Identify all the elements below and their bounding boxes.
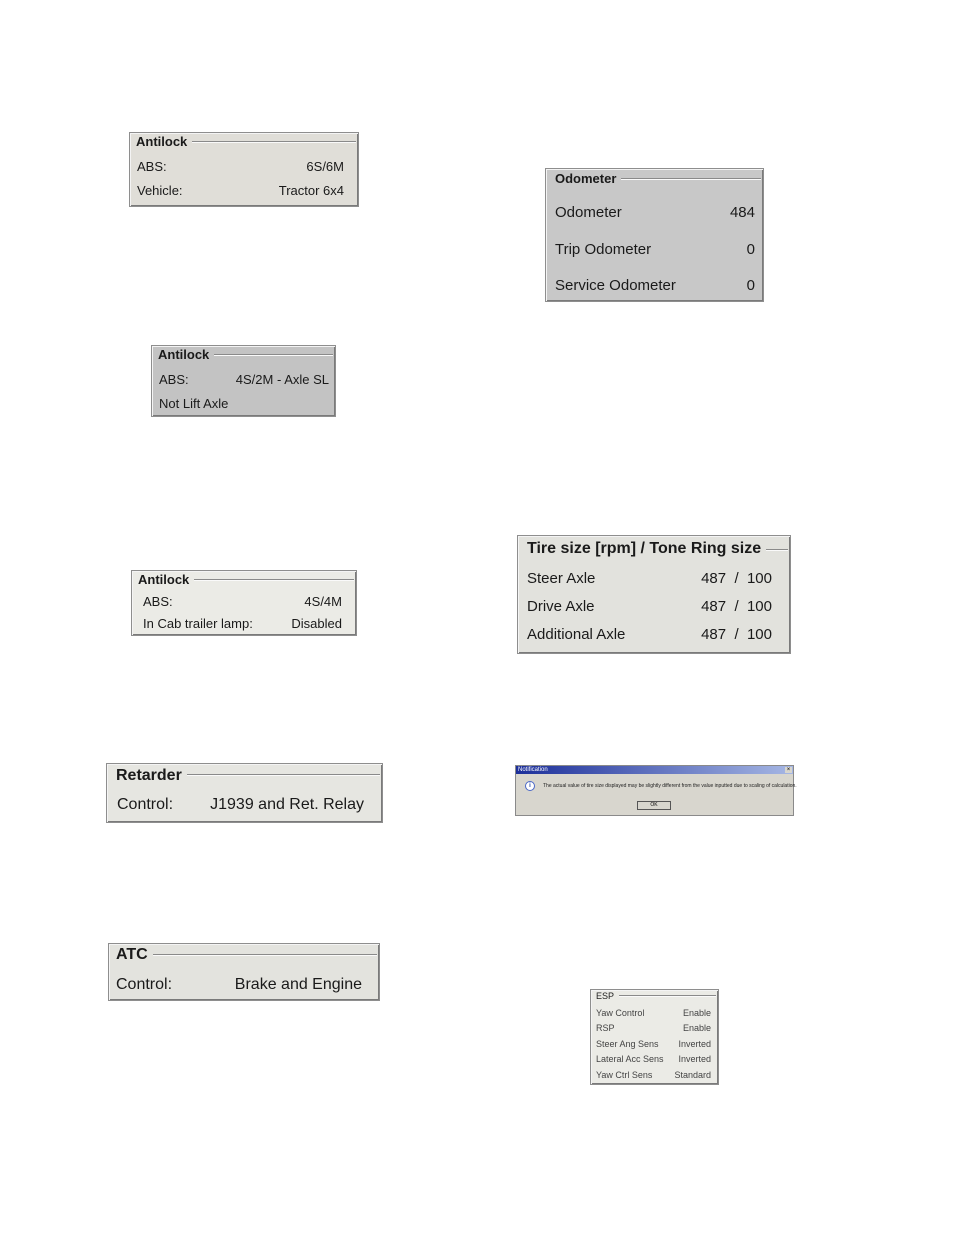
odometer-label: Odometer (555, 204, 622, 221)
abs-label: ABS: (137, 159, 167, 174)
abs-value: 6S/6M (306, 159, 344, 174)
panel-title: Antilock (158, 347, 210, 362)
control-value: Brake and Engine (234, 976, 362, 993)
title-divider (192, 141, 356, 143)
panel-title: Odometer (555, 171, 617, 186)
title-divider (153, 954, 377, 956)
title-divider (187, 774, 380, 776)
vehicle-value: Tractor 6x4 (278, 183, 344, 198)
title-divider (766, 549, 788, 551)
yaw-ctrl-sens-label: Yaw Ctrl Sens (596, 1070, 653, 1080)
dialog-titlebar (516, 766, 793, 774)
abs-label: ABS: (159, 372, 189, 387)
control-label: Control: (117, 796, 174, 813)
panel-title: ATC (116, 946, 148, 963)
control-label: Control: (116, 976, 173, 993)
esp-panel (590, 989, 719, 1085)
antilock-panel (131, 570, 357, 636)
lift-axle-label: Not Lift Axle (159, 396, 229, 411)
panel-title: Antilock (138, 572, 190, 587)
lateral-acc-sens-label: Lateral Acc Sens (596, 1054, 664, 1064)
panel-title: ESP (596, 991, 615, 1001)
trip-odometer-value: 0 (746, 241, 755, 258)
title-divider (619, 995, 716, 997)
antilock-panel (151, 345, 336, 417)
steer-ang-sens-value: Inverted (678, 1039, 711, 1049)
rsp-value: Enable (682, 1023, 711, 1033)
panel-title: Tire size [rpm] / Tone Ring size (527, 540, 762, 557)
abs-value: 4S/4M (304, 594, 342, 609)
abs-value: 4S/2M - Axle SL (235, 372, 329, 387)
abs-label: ABS: (143, 594, 173, 609)
notification-dialog (515, 765, 797, 816)
ok-button[interactable]: OK (637, 801, 671, 810)
yaw-ctrl-sens-value: Standard (674, 1070, 711, 1080)
vehicle-label: Vehicle: (137, 183, 183, 198)
steer-axle-label: Steer Axle (527, 570, 596, 587)
odometer-panel (545, 168, 764, 302)
panel-title: Antilock (136, 134, 188, 149)
control-value: J1939 and Ret. Relay (210, 796, 364, 813)
dialog-title: Notification (518, 767, 548, 773)
steer-ang-sens-label: Steer Ang Sens (596, 1039, 659, 1049)
service-odometer-label: Service Odometer (555, 277, 676, 294)
close-icon[interactable]: × (786, 767, 791, 773)
title-divider (194, 579, 354, 581)
dialog-message: The actual value of tire size displayed may be slightly different from the value inputted due to scaling of calculation. (543, 783, 797, 789)
info-icon: i (525, 781, 535, 791)
additional-axle-label: Additional Axle (527, 626, 626, 643)
title-divider (621, 178, 761, 180)
lateral-acc-sens-value: Inverted (678, 1054, 711, 1064)
rsp-label: RSP (596, 1023, 615, 1033)
retarder-panel (106, 763, 383, 823)
drive-axle-value: 487 / 100 (701, 598, 772, 615)
drive-axle-label: Drive Axle (527, 598, 595, 615)
odometer-value: 484 (729, 204, 755, 221)
additional-axle-value: 487 / 100 (701, 626, 772, 643)
tire-size-panel (517, 535, 791, 654)
yaw-control-value: Enable (682, 1008, 711, 1018)
cab-lamp-value: Disabled (291, 616, 342, 631)
cab-lamp-label: In Cab trailer lamp: (143, 616, 253, 631)
title-divider (214, 354, 333, 356)
service-odometer-value: 0 (746, 277, 755, 294)
panel-title: Retarder (116, 767, 182, 784)
yaw-control-label: Yaw Control (596, 1008, 645, 1018)
steer-axle-value: 487 / 100 (701, 570, 772, 587)
trip-odometer-label: Trip Odometer (555, 241, 652, 258)
atc-panel (108, 943, 380, 1001)
antilock-panel (129, 132, 359, 207)
